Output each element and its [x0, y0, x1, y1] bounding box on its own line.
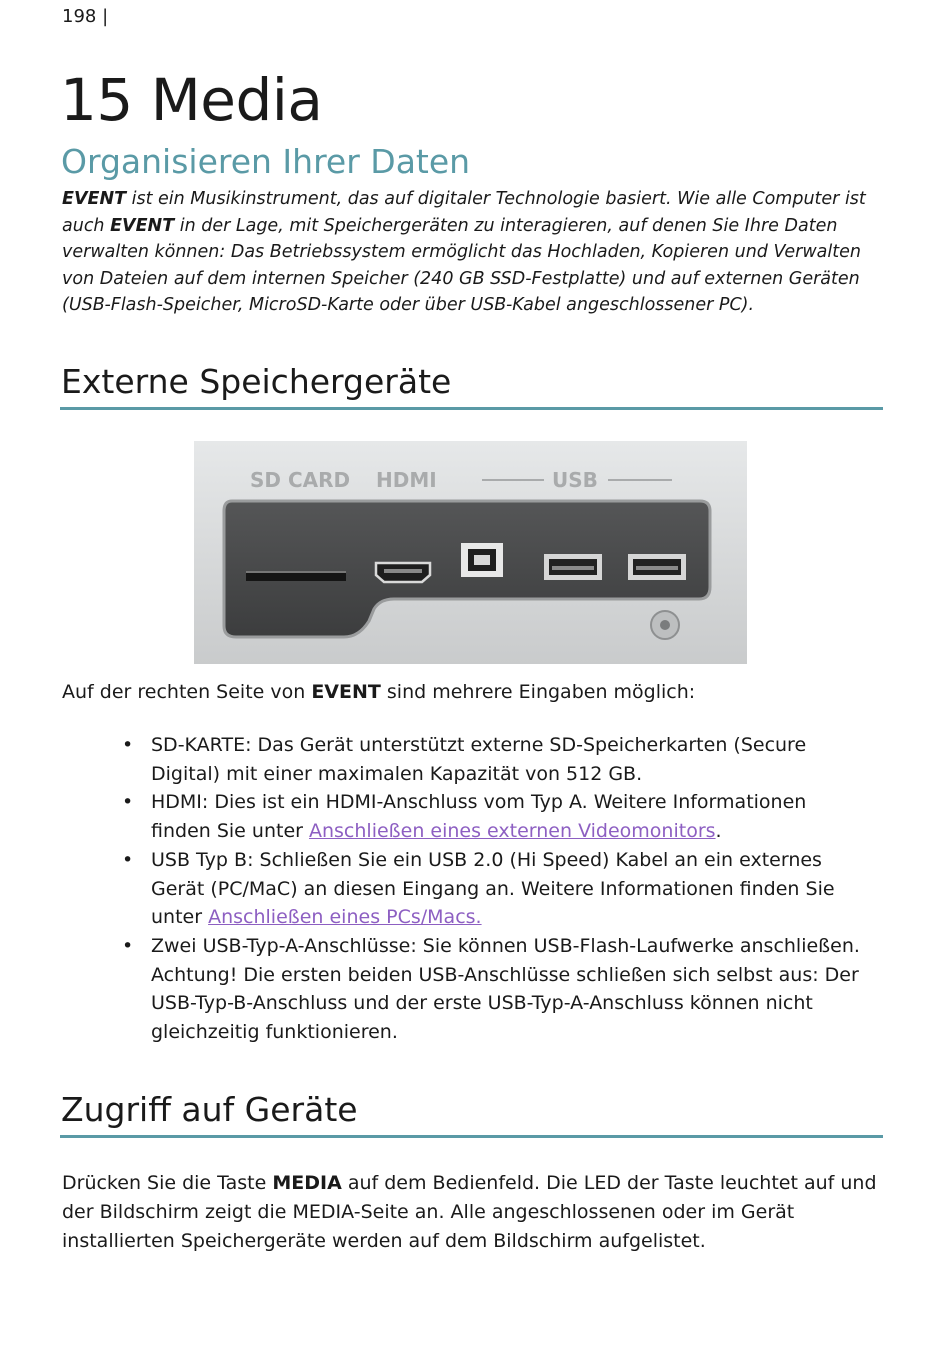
bullet-icon: •	[122, 734, 134, 756]
page-number: 198 |	[62, 6, 109, 27]
device-access-paragraph: Drücken Sie die Taste MEDIA auf dem Bedienfeld. Die LED der Taste leuchtet auf und der Bildschirm zeigt die MEDIA-Seite an. Alle angeschlossenen oder im Gerät installierten Speichergeräte werden auf dem Bildschirm aufgelistet.	[62, 1172, 877, 1252]
intro-paragraph: EVENT ist ein Musikinstrument, das auf digitaler Technologie basiert. Wie alle Computer ist auch EVENT in der Lage, mit Speichergeräten zu interagieren, auf denen Sie Ihre Daten verwalten können: Das Betriebssystem ermöglicht das Hochladen, Kopieren und Verwalten von Dateien auf dem internen Speicher (240 GB SSD-Festplatte) und auf externen Geräten (USB-Flash-Speicher, MicroSD-Karte oder über USB-Kabel angeschlossener PC).	[62, 189, 866, 315]
ports-lead-text: Auf der rechten Seite von EVENT sind mehrere Eingaben möglich:	[62, 681, 696, 703]
section-divider	[60, 1135, 883, 1138]
brand-name: EVENT	[110, 215, 175, 236]
list-item-hdmi: • HDMI: Dies ist ein HDMI-Anschluss vom Typ A. Weitere Informationen finden Sie unter Anschließen eines externen Videomonitors.	[0, 788, 871, 845]
media-key-name: MEDIA	[272, 1172, 342, 1194]
list-item-usb-b: • USB Typ B: Schließen Sie ein USB 2.0 (Hi Speed) Kabel an ein externes Gerät (PC/MaC) an diesen Eingang an. Weitere Informationen finden Sie unter Anschließen eines PCs/Macs.	[0, 846, 871, 932]
brand-name: EVENT	[62, 189, 127, 209]
link-connect-pc-mac[interactable]: Anschließen eines PCs/Macs.	[208, 906, 482, 929]
bullet-icon: •	[122, 934, 134, 957]
ports-list	[0, 731, 950, 1047]
chapter-title: 15 Media	[60, 66, 323, 134]
section-heading-device-access: Zugriff auf Geräte	[61, 1090, 358, 1129]
section-divider	[60, 407, 883, 410]
hdmi-label: HDMI	[376, 468, 437, 492]
usb-label: USB	[552, 468, 598, 492]
bullet-icon: •	[122, 848, 134, 871]
connector-panel-photo	[194, 441, 747, 664]
chapter-subtitle: Organisieren Ihrer Daten	[61, 142, 471, 181]
sd-card-label: SD CARD	[250, 468, 351, 492]
sd-slot	[246, 573, 346, 581]
bullet-icon: •	[122, 791, 134, 814]
list-item-usb-a: • Zwei USB-Typ-A-Anschlüsse: Sie können USB-Flash-Laufwerke anschließen. Achtung! Die ersten beiden USB-Anschlüsse schließen sich selbst aus: Der USB-Typ-B-Anschluss und der erste USB-Typ-A-Anschluss können nicht gleichzeitig funktionieren.	[0, 932, 871, 1047]
list-item-sd-card: • SD-KARTE: Das Gerät unterstützt externe SD-Speicherkarten (Secure Digital) mit einer maximalen Kapazität von 512 GB.	[0, 731, 871, 788]
section-heading-external-storage: Externe Speichergeräte	[61, 362, 452, 401]
brand-name: EVENT	[311, 681, 381, 703]
link-external-video-monitor[interactable]: Anschließen eines externen Videomonitors	[308, 820, 716, 843]
